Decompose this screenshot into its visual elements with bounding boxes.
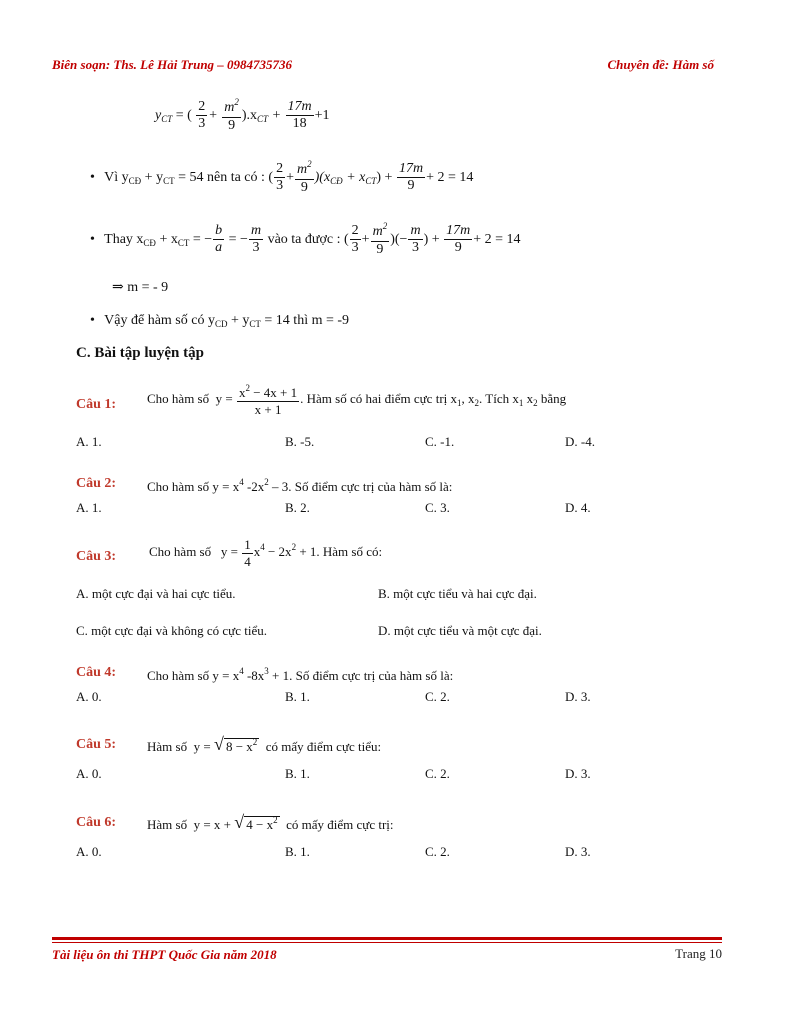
eq-sub: CT bbox=[257, 113, 269, 124]
text: + 2 = 14 bbox=[473, 231, 521, 247]
superscript: 2 bbox=[291, 542, 297, 553]
text: y = bbox=[215, 391, 233, 407]
fraction bbox=[444, 224, 472, 256]
equation-ycT: $y_{CT}$ = ( $\frac{2}{3}$ + $\frac{m^2}{9}$ )$.x_{CT}$ + $\frac{17m}{18}$ +1 bbox=[155, 97, 330, 133]
text: Cho hàm số y = x bbox=[147, 668, 240, 683]
fraction bbox=[286, 100, 314, 132]
text: + x bbox=[155, 231, 178, 247]
superscript: 3 bbox=[264, 666, 269, 676]
option-d: D. một cực tiểu và một cực đại. bbox=[378, 623, 542, 638]
superscript: 2 bbox=[252, 737, 258, 747]
superscript: 2 bbox=[264, 477, 269, 487]
fraction-den: 18 bbox=[292, 116, 307, 132]
option-a: A. 1. bbox=[76, 434, 102, 449]
text: . Hàm số có hai điểm cực trị x bbox=[300, 391, 458, 407]
text: x bbox=[238, 385, 246, 400]
text: . Tích x bbox=[479, 391, 519, 407]
question-label: Câu 5: bbox=[76, 737, 117, 752]
result-line: ⇒ m = - 9 bbox=[112, 280, 169, 295]
option-d: D. 4. bbox=[565, 500, 591, 515]
fraction bbox=[196, 100, 207, 132]
text: = − bbox=[225, 231, 248, 247]
fraction-num: b bbox=[213, 224, 224, 241]
fraction bbox=[213, 224, 224, 256]
eq-text: +1 bbox=[314, 107, 330, 123]
fraction-den: 4 bbox=[244, 553, 251, 569]
question-label: Câu 4: bbox=[76, 665, 117, 680]
text: = 54 nên ta có : bbox=[174, 169, 265, 185]
text: y = x + bbox=[193, 817, 232, 832]
fraction-num: 17m bbox=[397, 162, 425, 179]
superscript: 2 bbox=[307, 159, 312, 169]
header-author: Biên soạn: Ths. Lê Hải Trung – 0984735736 bbox=[52, 57, 293, 72]
subscript: 1 bbox=[518, 398, 524, 409]
subscript: CT bbox=[365, 175, 377, 186]
fraction-num: m bbox=[297, 162, 308, 177]
text: -2x bbox=[243, 479, 265, 494]
text: y = bbox=[220, 544, 238, 560]
fraction-num: m bbox=[249, 224, 263, 241]
fraction bbox=[242, 538, 253, 568]
reasoning-line-1: • Vì $y_{CĐ} + y_{CT} = 54$ nên ta có : ( $\frac{2}{3}$ + $\frac{m^2}{9}$ )$(x_{CĐ} + x_{CT})$ + $\frac{17m}{9}$ + 2 = 14 bbox=[90, 160, 473, 195]
fraction-num: 2 bbox=[196, 100, 207, 117]
fraction-den: 9 bbox=[376, 241, 384, 257]
text: + x bbox=[342, 169, 366, 185]
option-c: C. 2. bbox=[425, 689, 450, 704]
fraction-num: 17m bbox=[286, 100, 314, 117]
text: − 2x bbox=[264, 544, 292, 560]
text: – 3. Số điểm cực trị của hàm số là: bbox=[268, 479, 453, 494]
option-b: B. một cực tiểu và hai cực đại. bbox=[378, 586, 537, 601]
option-a: A. 0. bbox=[76, 844, 102, 859]
option-b: B. -5. bbox=[285, 434, 315, 449]
option-b: B. 1. bbox=[285, 766, 310, 781]
square-root: √ $4 - x^2$ bbox=[234, 812, 278, 832]
square-root: √ $8 - x^2$ bbox=[213, 734, 258, 754]
text: -8x bbox=[243, 668, 265, 683]
option-c: C. 2. bbox=[425, 844, 450, 859]
text: x bbox=[253, 544, 261, 560]
eq-sub: CT bbox=[161, 113, 173, 124]
option-a: A. một cực đại và hai cực tiểu. bbox=[76, 586, 236, 601]
fraction bbox=[249, 224, 263, 256]
footer-rule-thick bbox=[52, 937, 722, 940]
question-5-text bbox=[147, 734, 382, 755]
text: ( bbox=[268, 169, 274, 185]
eq-var: y bbox=[155, 107, 162, 123]
option-b: B. 1. bbox=[285, 844, 310, 859]
fraction-num: 17m bbox=[444, 224, 472, 241]
text: x bbox=[523, 391, 534, 407]
superscript: 2 bbox=[382, 221, 388, 231]
fraction-num: 2 bbox=[274, 162, 285, 179]
fraction-num: 2 bbox=[350, 224, 361, 241]
fraction-den: 9 bbox=[454, 240, 462, 256]
fraction-den: 3 bbox=[351, 240, 359, 256]
subscript: CT bbox=[177, 237, 190, 248]
text: + 2 = 14 bbox=[426, 169, 474, 185]
text: − 4x + 1 bbox=[249, 385, 298, 400]
option-b: B. 1. bbox=[285, 689, 310, 704]
subscript: 2 bbox=[533, 398, 538, 409]
option-d: D. 3. bbox=[565, 844, 591, 859]
question-label: Câu 6: bbox=[76, 815, 117, 830]
text: Cho hàm số y = x bbox=[147, 479, 240, 494]
eq-text: = ( bbox=[172, 107, 192, 123]
subscript: 1 bbox=[457, 398, 462, 409]
option-c: C. 2. bbox=[425, 766, 450, 781]
section-title: C. Bài tập luyện tập bbox=[76, 345, 204, 361]
fraction-den: 3 bbox=[198, 116, 206, 132]
footer-title: Tài liệu ôn thi THPT Quốc Gia năm 2018 bbox=[52, 947, 277, 962]
superscript: 2 bbox=[234, 97, 239, 107]
subscript: CD bbox=[214, 319, 228, 329]
fraction-den: 3 bbox=[412, 240, 419, 256]
option-a: A. 0. bbox=[76, 766, 102, 781]
fraction bbox=[274, 162, 285, 194]
superscript: 2 bbox=[245, 383, 250, 393]
fraction bbox=[397, 162, 425, 194]
text: Thay x bbox=[104, 231, 144, 247]
reasoning-line-2: • Thay $x_{CĐ} + x_{CT}$ = − $\frac{b}{a}$ = − $\frac{m}{3}$ vào ta được : ( $\frac{2}{3}$ + $\frac{m^2}{9}$ )(− $\frac{m}{3}$ ) + $\frac{17m}{9}$ + 2 = 14 bbox=[90, 222, 521, 257]
question-3-text bbox=[149, 538, 382, 568]
footer-rule-thin bbox=[52, 942, 722, 943]
text: y = bbox=[193, 739, 211, 754]
fraction-den: 3 bbox=[276, 178, 284, 194]
question-2-text bbox=[147, 477, 452, 495]
fraction-num: 1 bbox=[244, 537, 251, 552]
fraction-den: 3 bbox=[252, 240, 260, 256]
subscript: CĐ bbox=[128, 175, 142, 186]
fraction-den: 9 bbox=[228, 117, 236, 133]
fraction-den: a bbox=[215, 240, 223, 256]
option-c: C. 3. bbox=[425, 500, 450, 515]
superscript: 2 bbox=[273, 815, 278, 825]
eq-text: ).x bbox=[241, 107, 258, 123]
question-label: Câu 1: bbox=[76, 397, 117, 412]
option-c: C. một cực đại và không có cực tiểu. bbox=[76, 623, 267, 638]
fraction-den: 9 bbox=[407, 178, 415, 194]
conclusion-line bbox=[90, 313, 349, 329]
text: + 1. Hàm số có: bbox=[296, 544, 383, 560]
subscript: CĐ bbox=[330, 175, 343, 186]
fraction bbox=[222, 98, 241, 133]
text: vào ta được : bbox=[264, 231, 341, 247]
fraction-num: m bbox=[408, 224, 422, 241]
text: )(x bbox=[314, 169, 331, 185]
page-number: Trang 10 bbox=[675, 946, 722, 961]
option-c: C. -1. bbox=[425, 434, 455, 449]
question-4-text bbox=[147, 666, 453, 684]
text: Cho hàm số bbox=[149, 544, 212, 560]
text: 4 − x bbox=[246, 817, 274, 832]
fraction-num: m bbox=[372, 224, 383, 239]
text: Vậy để hàm số có y bbox=[104, 313, 215, 328]
text: có mấy điểm cực trị: bbox=[286, 817, 394, 832]
text: )(− bbox=[390, 231, 408, 247]
subscript: CĐ bbox=[143, 237, 156, 248]
option-d: D. -4. bbox=[565, 434, 595, 449]
text: ) + bbox=[423, 231, 440, 247]
header-topic: Chuyên đề: Hàm số bbox=[607, 57, 714, 72]
text: , x bbox=[461, 391, 475, 407]
question-label: Câu 3: bbox=[76, 549, 117, 564]
text: Hàm số bbox=[147, 817, 188, 832]
fraction bbox=[350, 224, 361, 256]
subscript: 2 bbox=[474, 398, 480, 409]
subscript: CT bbox=[163, 175, 175, 186]
text: Cho hàm số bbox=[147, 391, 210, 407]
text: Vì y bbox=[104, 169, 129, 185]
superscript: 4 bbox=[260, 542, 265, 553]
fraction bbox=[295, 160, 314, 195]
fraction bbox=[371, 222, 390, 257]
fraction-den: 9 bbox=[300, 179, 308, 195]
question-1-text bbox=[147, 384, 566, 416]
fraction-num: m bbox=[224, 100, 235, 115]
option-d: D. 3. bbox=[565, 766, 591, 781]
text: + y bbox=[227, 313, 250, 328]
fraction-den: x + 1 bbox=[254, 401, 282, 417]
text: = − bbox=[189, 231, 213, 247]
text: = 14 thì m = -9 bbox=[260, 313, 350, 328]
text: + y bbox=[141, 169, 164, 185]
option-d: D. 3. bbox=[565, 689, 591, 704]
subscript: CT bbox=[249, 319, 261, 329]
option-a: A. 1. bbox=[76, 500, 102, 515]
option-a: A. 0. bbox=[76, 689, 102, 704]
question-6-text bbox=[147, 812, 394, 833]
text: ) + bbox=[376, 169, 393, 185]
text: có mấy điểm cực tiểu: bbox=[265, 739, 382, 754]
fraction bbox=[408, 224, 422, 256]
text: Hàm số bbox=[147, 739, 188, 754]
text: + 1. Số điểm cực trị của hàm số là: bbox=[268, 668, 454, 683]
question-label: Câu 2: bbox=[76, 476, 117, 491]
superscript: 4 bbox=[239, 666, 244, 676]
text: bằng bbox=[537, 391, 567, 407]
fraction bbox=[237, 384, 299, 416]
superscript: 4 bbox=[239, 477, 244, 487]
option-b: B. 2. bbox=[285, 500, 310, 515]
text: 8 − x bbox=[225, 739, 253, 754]
text: ( bbox=[344, 231, 349, 247]
